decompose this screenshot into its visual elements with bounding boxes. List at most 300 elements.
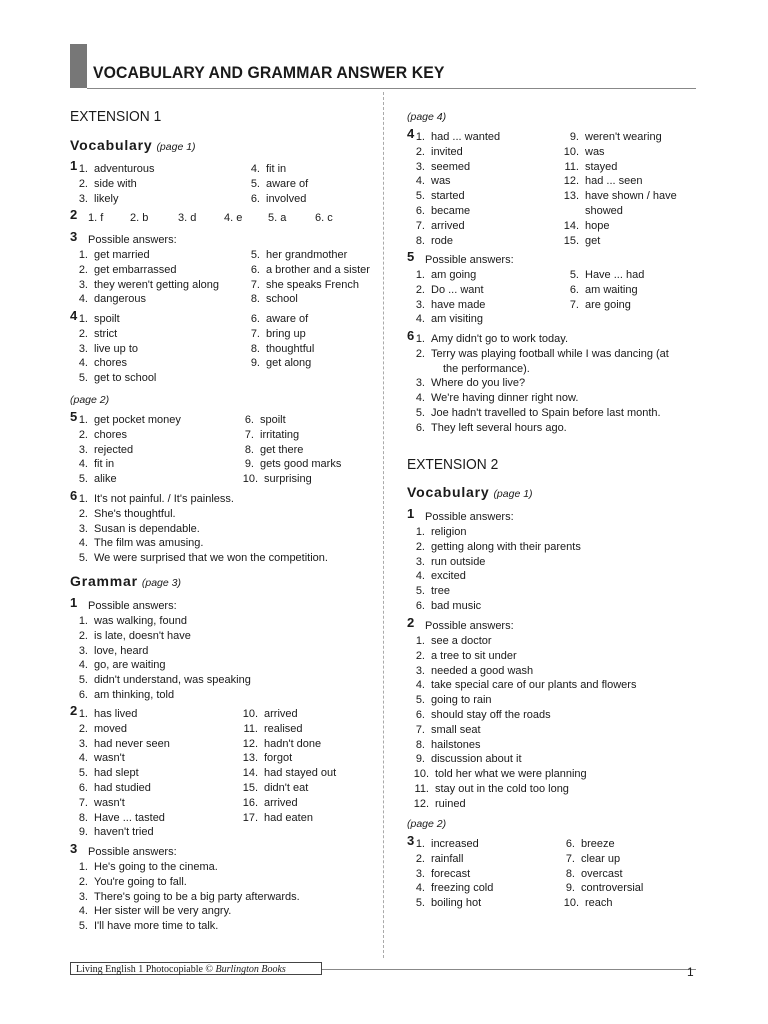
- answer-item: [70, 658, 166, 673]
- answer-item: [242, 342, 314, 357]
- answer-item: [70, 312, 120, 327]
- item-text: take special care of our plants and flowers: [431, 679, 637, 692]
- answer-item: [407, 347, 669, 362]
- section-page: (page 3): [141, 577, 181, 589]
- answer-item: [407, 782, 569, 797]
- item-text: are going: [585, 298, 631, 311]
- answer-item: [561, 283, 638, 298]
- item-text: stayed: [585, 160, 618, 173]
- answer-item: [407, 867, 470, 882]
- answer-item: [70, 688, 174, 703]
- answer-item: [242, 312, 308, 327]
- answer-item: [242, 192, 306, 207]
- answer-item: [70, 263, 177, 278]
- item-text: Her sister will be very angry.: [94, 905, 232, 918]
- item-number: 6.: [565, 838, 575, 850]
- item-text: adventurous: [94, 163, 155, 175]
- section-title: Grammar: [70, 573, 138, 589]
- item-number: 12.: [563, 175, 579, 188]
- answer-item: [70, 766, 139, 781]
- answer-item: [407, 219, 465, 234]
- item-text: is late, doesn't have: [94, 629, 191, 642]
- item-number: 2.: [415, 540, 425, 553]
- item-number: 10.: [563, 897, 579, 910]
- item-text: surprising: [264, 473, 312, 486]
- page-reference: (page 4): [407, 111, 447, 123]
- answer-item: [70, 522, 200, 537]
- item-text: increased: [431, 838, 479, 850]
- item-text: go, are waiting: [94, 659, 166, 672]
- item-number: 2.: [78, 177, 88, 190]
- item-number: 5.: [250, 177, 260, 190]
- answer-item: [407, 693, 492, 708]
- item-number: 5.: [78, 674, 88, 687]
- answer-item: [557, 174, 643, 189]
- item-number: 8.: [250, 293, 260, 306]
- item-number: 2.: [78, 629, 88, 642]
- item-number: 2.: [415, 283, 425, 296]
- item-number: 11.: [564, 160, 579, 173]
- footer-brand: Burlington Books: [215, 964, 286, 975]
- answer-item: [70, 248, 150, 263]
- item-number: 7.: [250, 278, 260, 291]
- item-text: freezing cold: [431, 882, 494, 895]
- answer-item: [242, 162, 286, 177]
- item-number: 5.: [250, 249, 260, 261]
- item-number: 4.: [250, 163, 260, 175]
- answer-item: [407, 421, 567, 436]
- answer-item: [236, 472, 312, 487]
- item-text: needed a good wash: [431, 664, 534, 677]
- item-number: 1.: [415, 333, 425, 345]
- item-number: 2.: [78, 327, 88, 340]
- item-number: 1.: [415, 526, 425, 538]
- footer-copyright: [70, 962, 322, 975]
- item-number: 2.: [415, 347, 425, 360]
- item-number: 11.: [243, 722, 258, 735]
- item-text: had eaten: [264, 811, 313, 824]
- item-text: They left several hours ago.: [431, 421, 567, 434]
- answer-item: [70, 796, 125, 811]
- answer-item: [407, 160, 470, 175]
- item-number: 14.: [242, 767, 258, 780]
- item-number: 1.: [415, 131, 425, 143]
- item-number: 9.: [569, 131, 579, 143]
- answer-item: [407, 234, 453, 249]
- possible-answers-label: Possible answers:: [425, 620, 514, 632]
- item-text: gets good marks: [260, 458, 342, 471]
- item-text: Terry was playing football while I was dancing (at: [431, 347, 669, 360]
- item-text: You're going to fall.: [94, 875, 187, 888]
- answer-item: [407, 896, 481, 911]
- answer-item: 6. c: [315, 212, 333, 224]
- answer-item: [407, 376, 525, 391]
- answer-item: [242, 177, 308, 192]
- item-text: hadn't done: [264, 737, 322, 750]
- item-number: 3.: [78, 890, 88, 903]
- answer-item: [70, 904, 231, 919]
- question-number: 2: [70, 703, 78, 718]
- column-divider: [383, 92, 384, 958]
- item-number: 1.: [78, 861, 88, 873]
- answer-item: [407, 298, 485, 313]
- answer-item: [70, 825, 154, 840]
- item-number: 4.: [78, 905, 88, 918]
- item-number: 7.: [415, 723, 425, 736]
- possible-answers-label: Possible answers:: [425, 511, 514, 523]
- item-text: school: [266, 293, 298, 306]
- item-number: 5.: [78, 920, 88, 933]
- item-text: haven't tried: [94, 826, 154, 839]
- item-text: She's thoughtful.: [94, 507, 176, 520]
- item-text: wasn't: [94, 752, 125, 765]
- item-number: 4.: [78, 537, 88, 550]
- question-number: 5: [70, 409, 78, 424]
- item-number: 8.: [415, 234, 425, 247]
- item-text: chores: [94, 357, 128, 370]
- answer-item: [407, 649, 517, 664]
- answer-item: [70, 781, 151, 796]
- item-text: they weren't getting along: [94, 278, 220, 291]
- item-number: 9.: [415, 753, 425, 766]
- item-number: 5.: [415, 407, 425, 419]
- item-text: get pocket money: [94, 414, 181, 426]
- answer-item: [236, 751, 292, 766]
- item-number: 10.: [413, 768, 429, 781]
- item-number: 4.: [78, 659, 88, 672]
- item-number: 6.: [250, 313, 260, 325]
- answer-item: [407, 569, 466, 584]
- item-number: 3.: [415, 298, 425, 311]
- question-number: 5: [407, 249, 415, 264]
- item-number: 2.: [415, 145, 425, 158]
- item-text: bad music: [431, 600, 482, 612]
- item-number: 1.: [415, 838, 425, 850]
- item-text: forecast: [431, 867, 471, 880]
- item-number: 10.: [563, 145, 579, 158]
- answer-item: [70, 536, 203, 551]
- item-text: she speaks French: [266, 278, 359, 291]
- answer-item: [242, 292, 298, 307]
- question-number: 2: [407, 615, 415, 630]
- item-text: Have ... had: [585, 269, 645, 281]
- item-number: 5.: [415, 585, 425, 598]
- answer-item: [70, 327, 117, 342]
- answer-item: [407, 767, 587, 782]
- item-text: fit in: [266, 163, 287, 175]
- item-text: irritating: [260, 428, 300, 441]
- answer-item: [70, 614, 187, 629]
- answer-item: [70, 413, 181, 428]
- answer-item: [242, 327, 306, 342]
- item-text: strict: [94, 327, 118, 340]
- item-number: 5.: [78, 767, 88, 780]
- answer-item: [561, 298, 631, 313]
- answer-item: [407, 599, 481, 614]
- item-text: going to rain: [431, 694, 492, 707]
- item-text: has lived: [94, 708, 138, 720]
- answer-item: [236, 413, 286, 428]
- item-text: Have ... tasted: [94, 811, 165, 824]
- item-text: get: [585, 234, 601, 247]
- item-text: a brother and a sister: [266, 263, 370, 276]
- answer-item: [557, 189, 677, 204]
- item-text: had stayed out: [264, 767, 337, 780]
- answer-item: [70, 860, 218, 875]
- item-number: 15.: [242, 782, 258, 794]
- section-title: Vocabulary: [407, 484, 490, 500]
- item-number: 13.: [563, 190, 579, 203]
- item-text: small seat: [431, 723, 481, 736]
- item-number: 3.: [415, 377, 425, 390]
- answer-item: [70, 278, 219, 293]
- item-text: I'll have more time to talk.: [94, 920, 219, 933]
- page-reference: (page 2): [407, 818, 447, 830]
- item-number: 5.: [415, 190, 425, 203]
- answer-item: [557, 160, 617, 175]
- item-number: 3.: [415, 160, 425, 173]
- item-number: 8.: [244, 443, 254, 456]
- answer-item: [557, 881, 643, 896]
- item-number: 6.: [244, 414, 254, 426]
- extension-2-heading: EXTENSION 2: [407, 456, 499, 473]
- answer-item-continued: showed: [585, 205, 623, 217]
- item-text: The film was amusing.: [94, 537, 204, 550]
- item-number: 1.: [415, 269, 425, 281]
- page-reference: (page 2): [70, 394, 110, 406]
- item-number: 17.: [242, 811, 258, 824]
- answer-item: [557, 145, 605, 160]
- answer-item: [70, 551, 328, 566]
- item-number: 12.: [413, 797, 429, 810]
- answer-item: [407, 555, 485, 570]
- answer-item: [242, 263, 370, 278]
- answer-item: [236, 737, 321, 752]
- answer-item: [70, 443, 133, 458]
- item-text: see a doctor: [431, 635, 492, 647]
- item-number: 13.: [242, 752, 258, 765]
- item-text: hope: [585, 219, 610, 232]
- answer-item: [70, 428, 127, 443]
- item-text: wasn't: [94, 796, 125, 809]
- answer-item: [70, 722, 127, 737]
- possible-answers-label: Possible answers:: [425, 254, 514, 266]
- item-text: reach: [585, 897, 613, 910]
- question-number: 3: [407, 833, 415, 848]
- item-number: 3.: [78, 342, 88, 355]
- answer-item: [70, 371, 156, 386]
- question-number: 3: [70, 841, 78, 856]
- item-text: hailstones: [431, 738, 481, 751]
- item-number: 4.: [78, 293, 88, 306]
- answer-item: [70, 342, 138, 357]
- item-number: 8.: [250, 342, 260, 355]
- item-text: bring up: [266, 327, 306, 340]
- answer-item: [407, 145, 463, 160]
- item-text: live up to: [94, 342, 139, 355]
- item-text: Do ... want: [431, 283, 484, 296]
- item-text: invited: [431, 145, 463, 158]
- answer-item: [407, 852, 463, 867]
- item-number: 10.: [242, 708, 258, 720]
- item-text: became: [431, 205, 471, 217]
- item-number: 2.: [78, 722, 88, 735]
- item-number: 5.: [415, 897, 425, 910]
- title-rule: [87, 88, 696, 89]
- answer-item: [557, 219, 609, 234]
- answer-item: [70, 751, 125, 766]
- answer-item: [70, 177, 137, 192]
- item-number: 10.: [242, 473, 258, 486]
- item-number: 7.: [569, 298, 579, 311]
- item-number: 15.: [563, 234, 579, 247]
- item-number: 1.: [78, 249, 88, 261]
- answer-item: [407, 406, 661, 421]
- item-number: 5.: [78, 552, 88, 565]
- answer-item: [557, 852, 620, 867]
- answer-item: [407, 130, 500, 145]
- item-text: run outside: [431, 555, 486, 568]
- question-number: 1: [407, 506, 415, 521]
- item-number: 8.: [565, 867, 575, 880]
- item-text: He's going to the cinema.: [94, 861, 218, 873]
- item-number: 6.: [78, 782, 88, 794]
- item-number: 12.: [242, 737, 258, 750]
- item-number: 3.: [415, 867, 425, 880]
- answer-item: [407, 283, 484, 298]
- item-text: clear up: [581, 852, 621, 865]
- answer-item: [407, 204, 470, 219]
- section-page: (page 1): [493, 488, 533, 500]
- item-number: 4.: [415, 882, 425, 895]
- question-number: 6: [70, 488, 78, 503]
- item-number: 6.: [250, 192, 260, 205]
- item-text: had ... wanted: [431, 131, 501, 143]
- item-number: 4.: [415, 679, 425, 692]
- answer-item: [407, 189, 465, 204]
- possible-answers-label: Possible answers:: [88, 600, 177, 612]
- answer-item: [407, 634, 492, 649]
- item-number: 8.: [415, 738, 425, 751]
- answer-item: 5. a: [268, 212, 287, 224]
- answer-item: [561, 268, 644, 283]
- item-number: 2.: [415, 852, 425, 865]
- answer-item: [557, 234, 600, 249]
- item-number: 7.: [250, 327, 260, 340]
- item-number: 9.: [244, 458, 254, 471]
- item-text: excited: [431, 570, 466, 583]
- item-number: 3.: [78, 522, 88, 535]
- item-text: a tree to sit under: [431, 649, 517, 662]
- item-text: chores: [94, 428, 128, 441]
- item-number: 4.: [415, 175, 425, 188]
- item-number: 2.: [78, 507, 88, 520]
- answer-item: [407, 837, 479, 852]
- answer-item: [407, 268, 476, 283]
- answer-item: [407, 540, 581, 555]
- answer-item: [236, 428, 299, 443]
- answer-item: [70, 919, 218, 934]
- item-number: 6.: [250, 263, 260, 276]
- answer-item: [236, 781, 308, 796]
- answer-item: [236, 722, 303, 737]
- answer-item: [70, 472, 117, 487]
- item-text: had never seen: [94, 737, 170, 750]
- item-text: ruined: [435, 797, 466, 810]
- item-text: didn't understand, was speaking: [94, 674, 251, 687]
- answer-item: [70, 507, 176, 522]
- answer-item: [70, 356, 127, 371]
- item-text: am thinking, told: [94, 689, 175, 701]
- item-number: 14.: [563, 219, 579, 232]
- item-text: thoughtful: [266, 342, 315, 355]
- answer-item: [407, 332, 568, 347]
- answer-item: [407, 391, 578, 406]
- answer-item: [70, 457, 114, 472]
- answer-item: [236, 766, 336, 781]
- answer-item: 4. e: [224, 212, 243, 224]
- title-accent-bar: [70, 44, 87, 88]
- answer-item: [557, 896, 613, 911]
- item-text: side with: [94, 177, 137, 190]
- answer-item-continued: the performance).: [443, 362, 530, 375]
- item-number: 8.: [78, 811, 88, 824]
- item-text: discussion about it: [431, 753, 522, 766]
- item-text: told her what we were planning: [435, 768, 587, 781]
- grammar-heading: [70, 574, 181, 591]
- item-text: get married: [94, 249, 150, 261]
- item-text: overcast: [581, 867, 623, 880]
- item-text: get embarrassed: [94, 263, 177, 276]
- item-number: 3.: [78, 278, 88, 291]
- item-number: 6.: [415, 600, 425, 612]
- item-number: 1.: [78, 414, 88, 426]
- answer-item: [557, 867, 623, 882]
- possible-answers-label: Possible answers:: [88, 234, 177, 246]
- item-text: spoilt: [94, 313, 120, 325]
- item-number: 4.: [415, 570, 425, 583]
- extension-1-heading: EXTENSION 1: [70, 108, 162, 125]
- question-number: 3: [70, 229, 78, 244]
- answer-item: 1. f: [88, 212, 104, 224]
- answer-item: [70, 737, 170, 752]
- item-number: 2.: [415, 649, 425, 662]
- answer-item: [407, 752, 522, 767]
- item-text: am going: [431, 269, 477, 281]
- question-number: 6: [407, 328, 415, 343]
- item-text: alike: [94, 473, 117, 486]
- item-text: Amy didn't go to work today.: [431, 333, 569, 345]
- answer-item: [557, 130, 662, 145]
- question-number: 4: [70, 308, 78, 323]
- answer-item: [242, 356, 311, 371]
- item-number: 3.: [415, 664, 425, 677]
- answer-item: [407, 584, 450, 599]
- answer-item: [70, 629, 191, 644]
- item-number: 1.: [78, 615, 88, 627]
- question-number: 1: [70, 158, 78, 173]
- answer-item: [407, 312, 483, 327]
- page-number: 1: [687, 965, 694, 979]
- item-number: 7.: [244, 428, 254, 441]
- answer-item: [557, 837, 615, 852]
- item-number: 4.: [78, 357, 88, 370]
- answer-item: [70, 707, 137, 722]
- item-text: There's going to be a big party afterwards.: [94, 890, 300, 903]
- item-text: forgot: [264, 752, 293, 765]
- item-text: had slept: [94, 767, 139, 780]
- answer-item: [236, 443, 303, 458]
